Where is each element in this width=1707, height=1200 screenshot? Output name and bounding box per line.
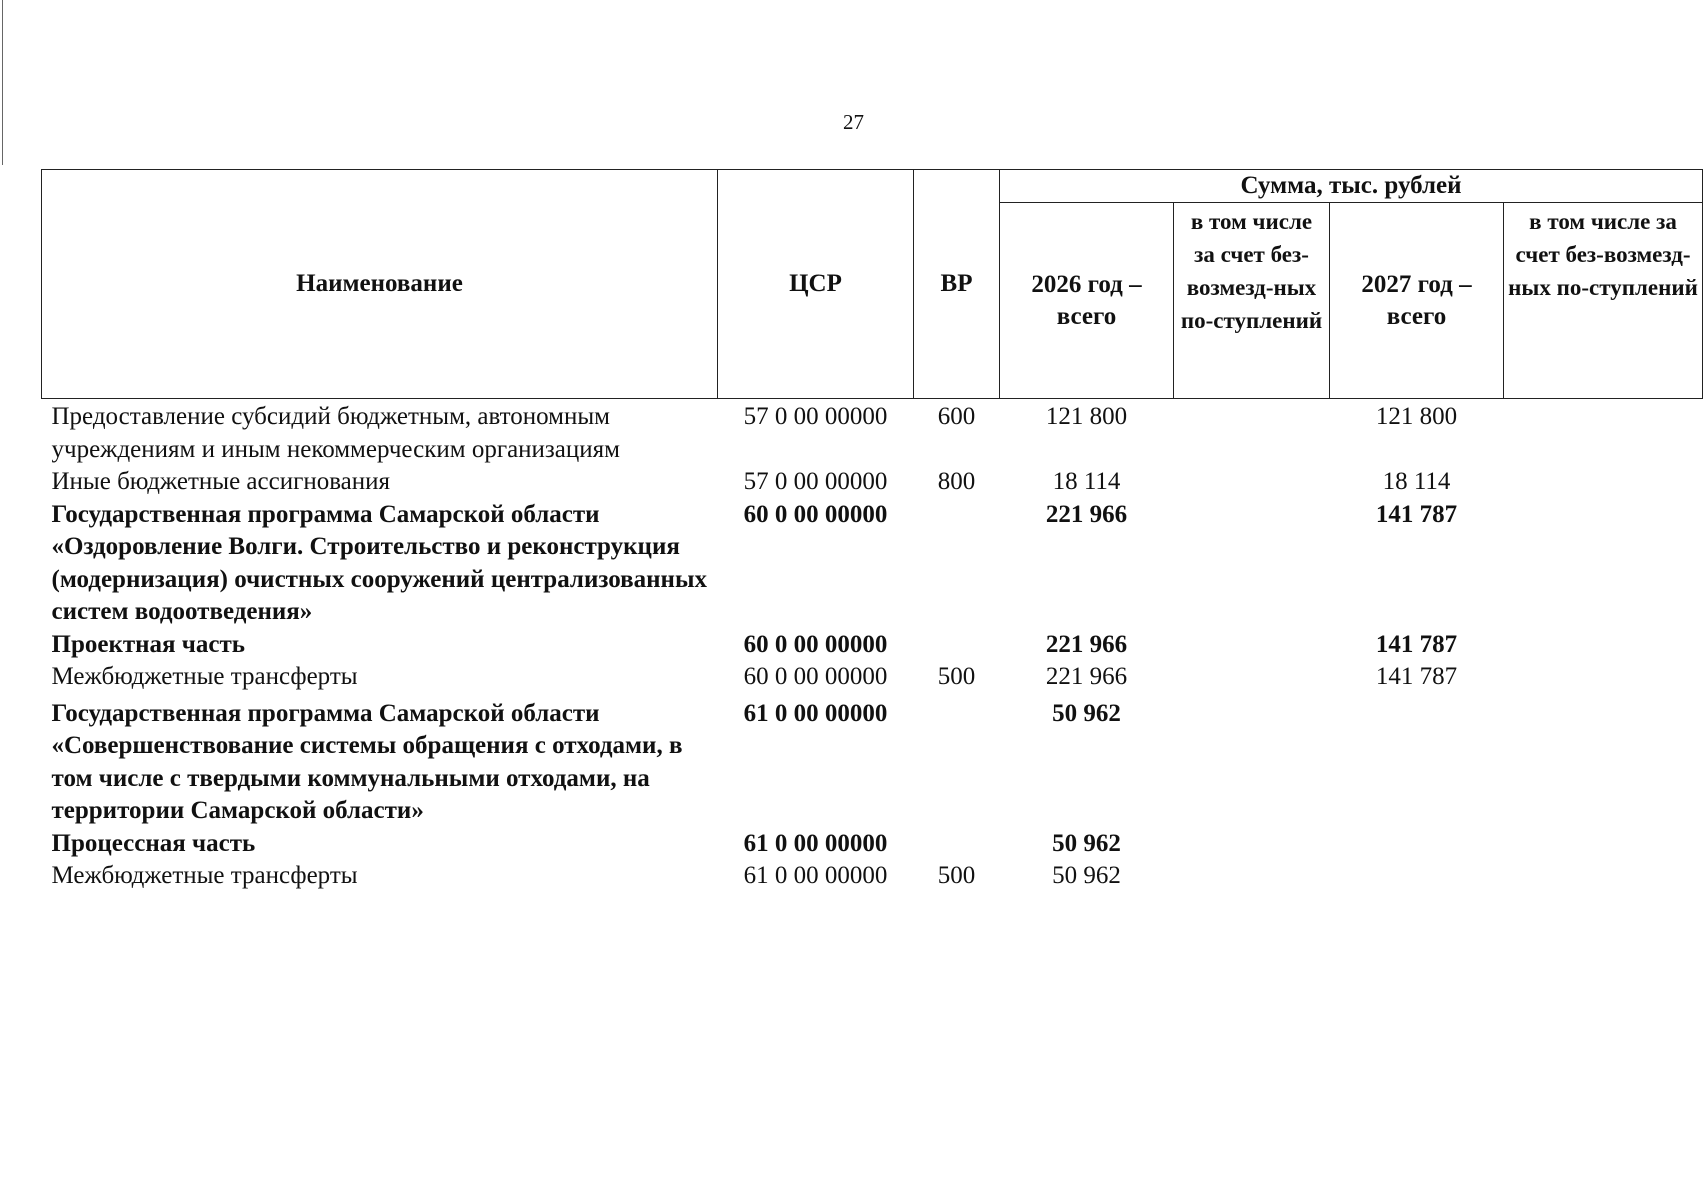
header-csr: ЦСР <box>718 170 914 399</box>
row-2027-total: 141 787 <box>1375 500 1458 528</box>
row-2027-gratuitous <box>1504 499 1703 629</box>
row-2027-total <box>1330 860 1504 893</box>
table-row <box>42 828 1703 861</box>
row-csr: 61 0 00 00000 <box>743 699 888 727</box>
row-2027-total <box>1330 694 1504 828</box>
budget-table <box>41 169 1703 893</box>
row-name: Предоставление субсидий бюджетным, автономным учреждениям и иным некоммерческим организациям <box>51 403 620 463</box>
row-name: Межбюджетные трансферты <box>51 663 358 690</box>
row-2026-gratuitous <box>1174 661 1330 694</box>
row-csr: 57 0 00 00000 <box>743 403 888 430</box>
row-csr: 57 0 00 00000 <box>743 468 888 495</box>
table-row <box>42 399 1703 467</box>
row-2026-gratuitous <box>1174 466 1330 499</box>
row-2027-gratuitous <box>1504 661 1703 694</box>
row-2026-total: 50 962 <box>1052 699 1121 727</box>
table-body <box>42 399 1703 893</box>
page-number: 27 <box>843 110 864 134</box>
row-2026-total: 50 962 <box>1052 862 1121 889</box>
row-vr <box>914 694 1000 828</box>
row-vr: 600 <box>937 403 976 430</box>
row-2027-total: 121 800 <box>1375 403 1458 430</box>
table-header <box>42 170 1703 399</box>
row-2026-total: 221 966 <box>1045 663 1128 690</box>
row-2026-gratuitous <box>1174 828 1330 861</box>
row-name: Государственная программа Самарской области «Оздоровление Волги. Строительство и реконструкция (модернизация) очистных сооружений централизованных систем водоотведения» <box>51 500 707 625</box>
row-2026-gratuitous <box>1174 499 1330 629</box>
row-2026-gratuitous <box>1174 399 1330 467</box>
header-2026-gratuitous: в том числе за счет без-возмезд-ных по-ступлений <box>1174 203 1330 399</box>
header-2027-gratuitous: в том числе за счет без-возмезд-ных по-ступлений <box>1504 203 1703 399</box>
header-name: Наименование <box>42 170 718 399</box>
row-name: Проектная часть <box>51 630 246 658</box>
row-vr: 500 <box>937 862 976 889</box>
row-name: Межбюджетные трансферты <box>51 862 358 889</box>
scan-edge-line <box>2 0 3 165</box>
row-2027-gratuitous <box>1504 694 1703 828</box>
row-2027-total <box>1330 828 1504 861</box>
header-2027-total: 2027 год – всего <box>1330 203 1504 399</box>
row-2026-gratuitous <box>1174 694 1330 828</box>
table-row <box>42 694 1703 828</box>
row-2027-gratuitous <box>1504 399 1703 467</box>
table-row <box>42 499 1703 629</box>
header-sum-group: Сумма, тыс. рублей <box>1000 170 1703 203</box>
row-2027-gratuitous <box>1504 629 1703 662</box>
row-2026-gratuitous <box>1174 629 1330 662</box>
table-row <box>42 860 1703 893</box>
row-2027-gratuitous <box>1504 828 1703 861</box>
row-2026-total: 221 966 <box>1045 630 1128 658</box>
row-2027-gratuitous <box>1504 466 1703 499</box>
header-2026-total: 2026 год – всего <box>1000 203 1174 399</box>
row-2027-total: 18 114 <box>1382 468 1451 495</box>
row-2026-total: 221 966 <box>1045 500 1128 528</box>
table-row <box>42 466 1703 499</box>
row-2026-gratuitous <box>1174 860 1330 893</box>
row-csr: 60 0 00 00000 <box>743 663 888 690</box>
row-2026-total: 50 962 <box>1052 829 1121 857</box>
row-vr <box>914 828 1000 861</box>
row-csr: 60 0 00 00000 <box>743 630 888 658</box>
row-2027-total: 141 787 <box>1375 630 1458 658</box>
row-vr <box>914 499 1000 629</box>
row-name: Государственная программа Самарской области «Совершенствование системы обращения с отходами, в том числе с твердыми коммунальными отходами, на территории Самарской области» <box>51 699 683 824</box>
row-2027-gratuitous <box>1504 860 1703 893</box>
row-2027-total: 141 787 <box>1375 663 1458 690</box>
row-name: Иные бюджетные ассигнования <box>51 468 391 495</box>
row-csr: 61 0 00 00000 <box>743 829 888 857</box>
row-vr: 500 <box>937 663 976 690</box>
row-name: Процессная часть <box>51 829 256 857</box>
table-row <box>42 629 1703 662</box>
row-2026-total: 121 800 <box>1045 403 1128 430</box>
row-vr: 800 <box>937 468 976 495</box>
row-csr: 60 0 00 00000 <box>743 500 888 528</box>
header-vr: ВР <box>914 170 1000 399</box>
row-csr: 61 0 00 00000 <box>743 862 888 889</box>
table-row <box>42 661 1703 694</box>
row-2026-total: 18 114 <box>1052 468 1121 495</box>
row-vr <box>914 629 1000 662</box>
